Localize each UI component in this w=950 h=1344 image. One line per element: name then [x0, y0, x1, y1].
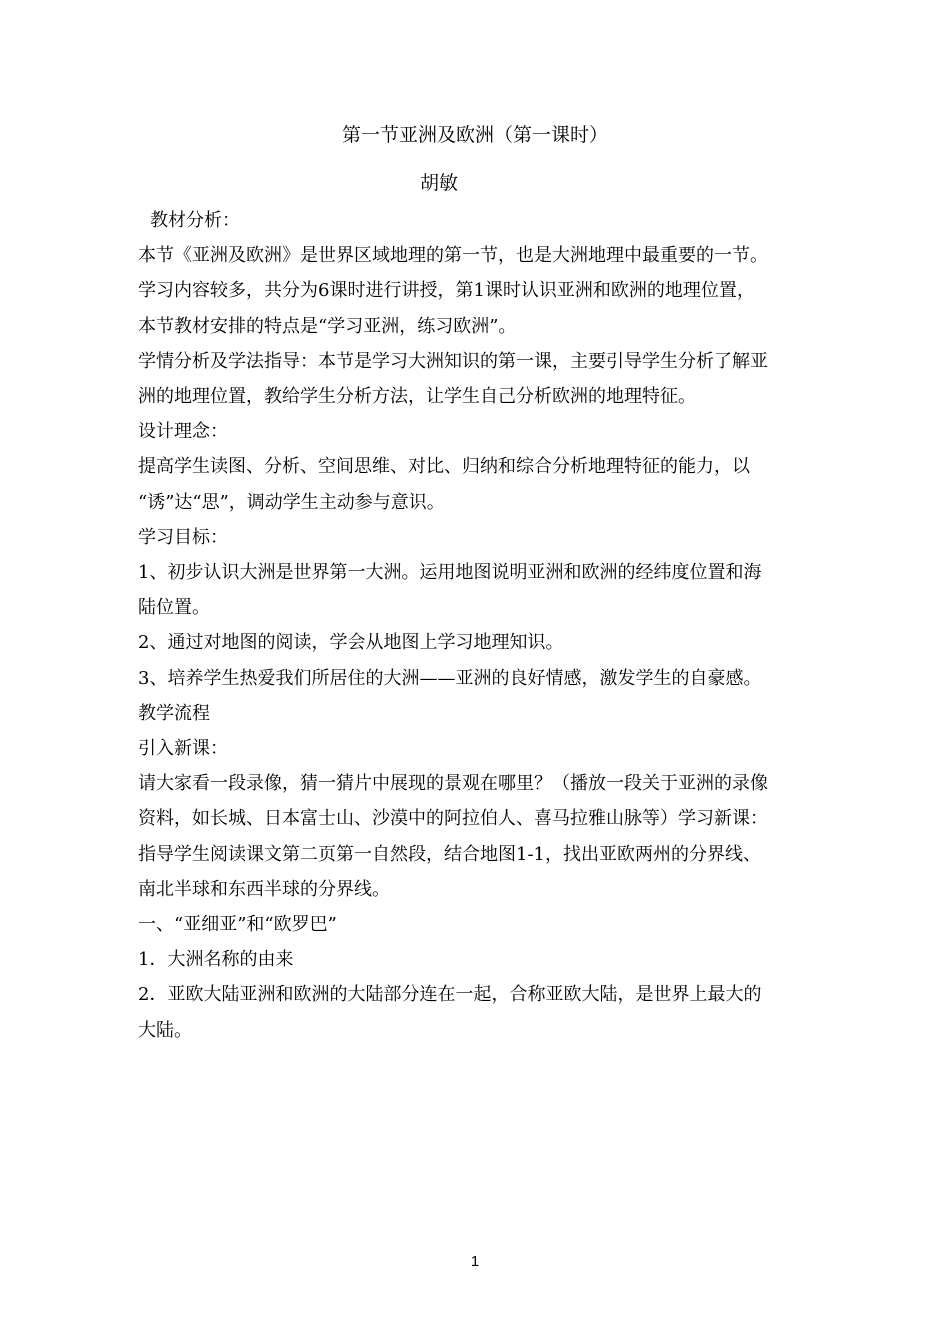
list-item: 2．亚欧大陆亚洲和欧洲的大陆部分连在一起，合称亚欧大陆，是世界上最大的	[138, 984, 762, 1006]
objective-line: 2、通过对地图的阅读，学会从地图上学习地理知识。	[138, 632, 564, 654]
section-heading-introduction: 引入新课：	[138, 738, 228, 760]
paragraph-line: 学情分析及学法指导：本节是学习大洲知识的第一课，主要引导学生分析了解亚	[138, 350, 768, 372]
list-item: 大陆。	[138, 1019, 192, 1041]
paragraph-line: 指导学生阅读课文第二页第一自然段，结合地图1-1，找出亚欧两州的分界线、	[138, 843, 761, 865]
paragraph-line: 提高学生读图、分析、空间思维、对比、归纳和综合分析地理特征的能力，以	[138, 456, 750, 478]
paragraph-line: 资料，如长城、日本富士山、沙漠中的阿拉伯人、喜马拉雅山脉等）学习新课：	[138, 808, 768, 830]
section-heading-textbook-analysis: 教材分析：	[150, 210, 240, 231]
paragraph-line: 本节教材安排的特点是“学习亚洲，练习欧洲”。	[138, 315, 517, 337]
paragraph-line: 学习内容较多，共分为6课时进行讲授，第1课时认识亚洲和欧洲的地理位置，	[138, 280, 755, 302]
document-author: 胡敏	[420, 172, 459, 194]
list-item: 1．大洲名称的由来	[138, 949, 294, 971]
paragraph-line: 请大家看一段录像，猜一猜片中展现的景观在哪里？（播放一段关于亚洲的录像	[138, 773, 768, 795]
paragraph-line: 本节《亚洲及欧洲》是世界区域地理的第一节，也是大洲地理中最重要的一节。	[138, 245, 768, 267]
section-heading-learning-objectives: 学习目标：	[138, 526, 228, 548]
paragraph-line: 南北半球和东西半球的分界线。	[138, 878, 390, 900]
document-title: 第一节亚洲及欧洲（第一课时）	[341, 124, 608, 146]
objective-line: 3、培养学生热爱我们所居住的大洲——亚洲的良好情感，激发学生的自豪感。	[138, 667, 762, 689]
paragraph-line: 洲的地理位置，教给学生分析方法，让学生自己分析欧洲的地理特征。	[138, 386, 696, 408]
page-number: 1	[470, 1253, 480, 1270]
section-heading-asia-europa: 一、“亚细亚”和“欧罗巴”	[138, 914, 337, 936]
document-body	[138, 203, 828, 1048]
objective-line: 1、初步认识大洲是世界第一大洲。运用地图说明亚洲和欧洲的经纬度位置和海	[138, 562, 762, 584]
objective-line: 陆位置。	[138, 597, 210, 619]
section-heading-design-concept: 设计理念：	[138, 421, 228, 443]
section-heading-teaching-process: 教学流程	[138, 702, 210, 724]
paragraph-line: “诱”达“思”，调动学生主动参与意识。	[138, 491, 445, 513]
